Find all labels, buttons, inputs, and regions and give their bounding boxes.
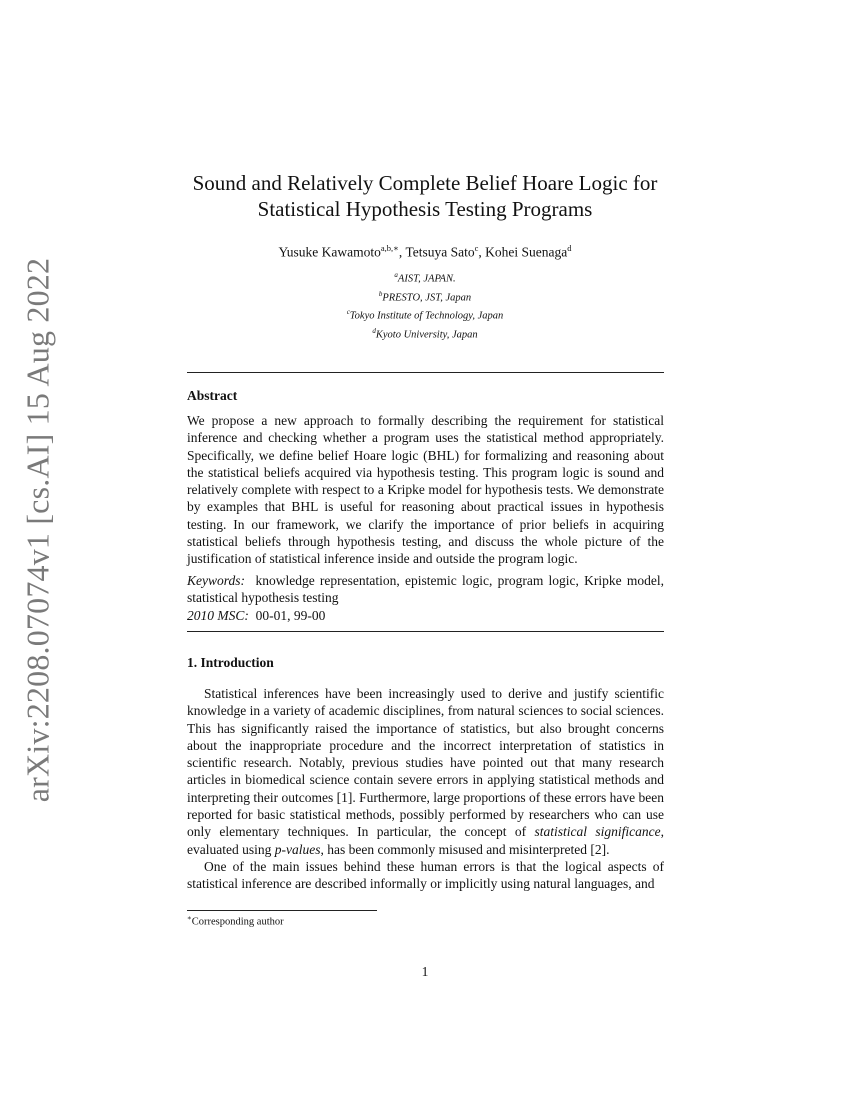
- abstract-top-rule: [187, 372, 664, 373]
- affiliation-item: $^c$Tokyo Institute of Technology, Japan: [346, 308, 504, 322]
- footnote-text: Corresponding author: [191, 916, 284, 928]
- author-affil-mark: c: [474, 243, 479, 253]
- title-line-2: Statistical Hypothesis Testing Programs: [257, 197, 593, 221]
- intro-paragraph-2: One of the main issues behind these human errors is that the logical aspects of statistical inference are described informally or implicitly using natural languages, and: [187, 858, 664, 892]
- intro-paragraph-1: Statistical inferences have been increasingly used to derive and justify scientific knowledge in a variety of academic disciplines, from natural sciences to social sciences. This has significantly raised the importance of statistics, but also brought concerns about the inappropriate procedure and the incorrect interpretation of statistics in scientific research. Notably, previous studies have pointed out that many research articles in biomedical science contain severe errors in applying statistical methods and interpreting their outcomes [1]. Furthermore, large proportions of these errors have been reported for basic statistical methods, possibly performed by researchers who can use only elementary techniques. In particular, the concept of statistical significance, evaluated using p-values, has been commonly misused and misinterpreted [2].: [187, 686, 664, 857]
- abstract-text: We propose a new approach to formally describing the requirement for statistical inference and checking whether a program uses the statistical method appropriately. Specifically, we define belief Hoare logic (BHL) for formalizing and reasoning about the statistical beliefs acquired via hypothesis testing. This program logic is sound and relatively complete with respect to a Kripke model for hypothesis tests. We demonstrate by examples that BHL is useful for reasoning about practical issues in hypothesis testing. In our framework, we clarify the importance of prior beliefs in acquiring statistical beliefs through hypothesis testing, and discuss the whole picture of the justification of statistical inference inside and outside the program logic.: [187, 413, 664, 567]
- footnote-rule: [187, 910, 377, 911]
- keywords-label: Keywords:: [187, 573, 245, 588]
- keywords-text: knowledge representation, epistemic logic, program logic, Kripke model, statistical hypothesis testing: [187, 573, 664, 606]
- author-name: Tetsuya Sato: [405, 244, 475, 260]
- abstract-bottom-rule: [187, 631, 664, 632]
- introduction-heading: 1. Introduction: [187, 655, 274, 670]
- abstract-heading: Abstract: [187, 388, 238, 403]
- emphasis-p-values: p-values: [274, 841, 321, 857]
- page-number: 1: [421, 964, 429, 979]
- author-name: Kohei Suenaga: [485, 244, 568, 260]
- author-list: Yusuke Kawamoto$^{a,b,∗}$, Tetsuya Sato$^c$, Kohei Suenaga$^d$: [278, 243, 572, 260]
- author-affil-mark: a,b,∗: [380, 243, 399, 253]
- introduction-body: [187, 685, 664, 893]
- footnote: [187, 914, 284, 928]
- author-name: Yusuke Kawamoto: [278, 244, 381, 260]
- keywords-block: [187, 572, 664, 624]
- affiliation-item: $^d$Kyoto University, Japan: [372, 327, 478, 341]
- msc-text: 00-01, 99-00: [255, 607, 326, 623]
- title-line-1: Sound and Relatively Complete Belief Hoare Logic for: [192, 171, 658, 195]
- msc-label: 2010 MSC:: [187, 607, 249, 623]
- paper-title: [150, 170, 700, 222]
- author-affil-mark: d: [567, 243, 572, 253]
- affiliation-item: $^a$AIST, JAPAN.: [394, 271, 456, 285]
- arxiv-identifier-text: arXiv:2208.07074v1 [cs.AI] 15 Aug 2022: [19, 257, 56, 803]
- footnote-mark: ∗: [187, 914, 192, 922]
- affiliation-list: [150, 268, 700, 343]
- emphasis-statistical-significance: statistical significance: [534, 824, 661, 840]
- affiliation-item: $^b$PRESTO, JST, Japan: [378, 289, 472, 304]
- abstract-body: [187, 412, 664, 568]
